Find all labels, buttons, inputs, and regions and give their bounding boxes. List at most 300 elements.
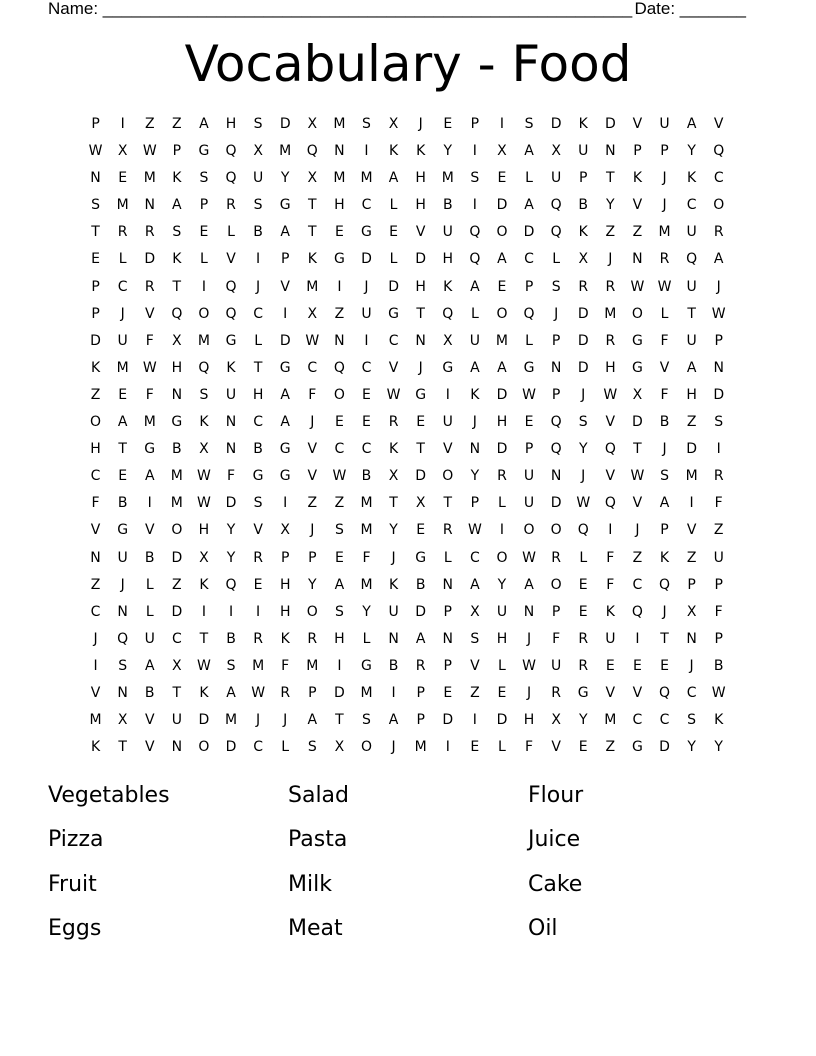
- grid-letter: N: [469, 441, 481, 458]
- grid-letter: Y: [389, 522, 398, 539]
- grid-letter: O: [496, 305, 508, 322]
- grid-letter: J: [581, 386, 586, 403]
- grid-letter: A: [280, 224, 290, 241]
- grid-letter: X: [199, 441, 209, 458]
- grid-letter: A: [686, 116, 697, 132]
- grid-letter: N: [225, 414, 237, 431]
- grid-letter: L: [200, 251, 208, 268]
- grid-letter: R: [226, 197, 236, 214]
- grid-letter: G: [631, 359, 643, 376]
- grid-letter: Y: [308, 576, 317, 593]
- grid-letter: R: [388, 414, 399, 431]
- grid-letter: D: [659, 739, 670, 756]
- grid-letter: P: [91, 278, 100, 295]
- grid-letter: Q: [225, 305, 237, 322]
- grid-letter: J: [256, 278, 261, 295]
- grid-letter: U: [551, 657, 562, 674]
- grid-letter: L: [525, 332, 533, 349]
- grid-letter: R: [578, 630, 589, 647]
- grid-letter: P: [714, 332, 723, 349]
- grid-letter: C: [253, 305, 263, 322]
- grid-letter: G: [415, 386, 427, 403]
- grid-letter: G: [144, 441, 156, 458]
- grid-letter: Y: [578, 441, 588, 458]
- grid-letter: M: [170, 495, 183, 512]
- grid-letter: E: [334, 414, 344, 431]
- grid-letter: U: [551, 170, 562, 187]
- grid-letter: V: [144, 522, 155, 539]
- grid-letter: T: [172, 684, 182, 701]
- grid-letter: B: [442, 197, 453, 214]
- grid-letter: E: [389, 224, 398, 241]
- grid-letter: W: [88, 143, 103, 160]
- grid-letter: S: [578, 414, 588, 431]
- grid-letter: H: [279, 603, 291, 620]
- grid-letter: X: [578, 251, 589, 268]
- grid-letter: R: [253, 630, 263, 647]
- grid-letter: G: [361, 657, 372, 674]
- grid-letter: D: [171, 603, 183, 620]
- grid-letter: D: [171, 549, 183, 566]
- grid-letter: T: [633, 441, 642, 458]
- grid-letter: Q: [198, 359, 210, 376]
- grid-letter: O: [523, 522, 535, 539]
- grid-letter: I: [445, 739, 450, 756]
- grid-letter: Z: [686, 414, 697, 431]
- grid-letter: Y: [280, 170, 290, 187]
- grid-letter: J: [310, 414, 315, 431]
- grid-letter: X: [415, 495, 426, 512]
- grid-letter: N: [334, 332, 345, 349]
- grid-letter: I: [445, 386, 450, 403]
- grid-letter: I: [391, 684, 396, 701]
- grid-letter: L: [443, 549, 452, 566]
- grid-letter: X: [172, 332, 182, 349]
- grid-letter: K: [90, 739, 101, 756]
- grid-letter: I: [364, 332, 369, 349]
- grid-letter: D: [577, 359, 589, 376]
- grid-letter: P: [687, 576, 696, 593]
- grid-letter: W: [142, 143, 157, 160]
- grid-letter: V: [713, 116, 724, 132]
- grid-letter: T: [308, 197, 317, 214]
- grid-letter: L: [552, 251, 561, 268]
- grid-letter: B: [253, 441, 263, 458]
- grid-letter: R: [551, 684, 561, 701]
- grid-letter: Z: [632, 224, 643, 241]
- grid-letter: O: [496, 224, 508, 241]
- word-list: [48, 776, 768, 953]
- grid-letter: V: [90, 684, 101, 701]
- grid-letter: M: [414, 739, 427, 756]
- grid-letter: Y: [226, 549, 236, 566]
- grid-letter: P: [91, 305, 100, 322]
- grid-letter: N: [225, 441, 237, 458]
- grid-letter: L: [254, 332, 263, 349]
- grid-letter: E: [253, 576, 263, 593]
- grid-letter: U: [171, 712, 182, 729]
- grid-letter: J: [526, 630, 532, 647]
- grid-letter: H: [334, 197, 345, 214]
- name-field[interactable]: Name: ________________________________________________________: [48, 0, 633, 18]
- grid-letter: F: [91, 495, 100, 512]
- grid-letter: Q: [604, 441, 616, 458]
- word-list-item: Eggs: [48, 915, 102, 941]
- grid-letter: Q: [550, 224, 562, 241]
- grid-letter: A: [713, 251, 724, 268]
- grid-letter: W: [630, 468, 645, 485]
- grid-letter: F: [660, 332, 669, 349]
- grid-letter: D: [279, 332, 291, 349]
- grid-letter: V: [605, 684, 616, 701]
- grid-letter: B: [253, 224, 263, 241]
- grid-letter: S: [362, 116, 371, 132]
- grid-letter: J: [364, 278, 369, 295]
- grid-letter: Z: [713, 522, 724, 539]
- grid-letter: G: [279, 441, 291, 458]
- grid-letter: Q: [577, 522, 589, 539]
- grid-letter: C: [686, 197, 697, 214]
- grid-letter: C: [713, 170, 724, 187]
- grid-letter: M: [360, 576, 373, 593]
- grid-letter: G: [171, 414, 183, 431]
- grid-letter: X: [307, 170, 318, 187]
- word-list-item: Oil: [528, 915, 558, 941]
- grid-letter: Z: [90, 386, 101, 403]
- grid-letter: S: [307, 739, 317, 756]
- grid-letter: L: [470, 305, 479, 322]
- grid-letter: S: [714, 414, 724, 431]
- grid-letter: A: [686, 359, 697, 376]
- grid-letter: I: [499, 116, 505, 132]
- grid-letter: Z: [144, 116, 155, 132]
- grid-letter: I: [608, 522, 613, 539]
- grid-letter: W: [576, 495, 591, 512]
- grid-letter: V: [470, 657, 480, 674]
- grid-letter: V: [686, 522, 697, 539]
- grid-letter: U: [361, 305, 372, 322]
- grid-letter: T: [335, 712, 344, 729]
- grid-letter: T: [91, 224, 100, 241]
- grid-letter: D: [523, 224, 535, 241]
- grid-letter: B: [361, 468, 372, 485]
- grid-letter: M: [306, 657, 319, 674]
- grid-letter: S: [551, 278, 561, 295]
- grid-letter: S: [199, 386, 209, 403]
- grid-letter: W: [711, 305, 726, 322]
- grid-letter: D: [415, 251, 427, 268]
- grid-letter: Q: [225, 143, 237, 160]
- grid-letter: I: [120, 116, 125, 132]
- grid-letter: C: [117, 278, 128, 295]
- grid-letter: O: [306, 603, 318, 620]
- grid-letter: D: [550, 116, 562, 132]
- grid-letter: T: [172, 278, 182, 295]
- grid-letter: O: [631, 305, 643, 322]
- grid-letter: E: [497, 684, 507, 701]
- grid-letter: D: [279, 116, 291, 132]
- grid-letter: P: [633, 143, 642, 160]
- grid-letter: X: [497, 143, 507, 160]
- grid-letter: N: [144, 197, 155, 214]
- word-list-item: Cake: [528, 871, 583, 897]
- grid-letter: B: [226, 630, 236, 647]
- word-list-item: Flour: [528, 783, 584, 808]
- grid-letter: K: [388, 441, 399, 458]
- grid-letter: T: [308, 224, 317, 241]
- grid-letter: A: [524, 197, 534, 214]
- grid-letter: C: [632, 712, 643, 729]
- grid-letter: E: [416, 414, 426, 431]
- grid-letter: T: [199, 630, 209, 647]
- grid-letter: N: [388, 630, 399, 647]
- grid-letter: S: [334, 522, 344, 539]
- grid-letter: A: [470, 278, 480, 295]
- grid-letter: R: [551, 549, 561, 566]
- grid-letter: K: [605, 603, 615, 620]
- grid-letter: N: [117, 603, 128, 620]
- grid-letter: V: [632, 116, 643, 132]
- grid-letter: G: [523, 359, 535, 376]
- grid-letter: X: [470, 603, 480, 620]
- grid-letter: Q: [713, 143, 725, 160]
- grid-letter: G: [631, 332, 643, 349]
- grid-letter: R: [280, 684, 291, 701]
- grid-letter: I: [472, 197, 477, 214]
- grid-letter: J: [418, 359, 423, 376]
- grid-letter: J: [554, 305, 559, 322]
- grid-letter: W: [197, 657, 211, 674]
- grid-letter: Z: [470, 684, 480, 701]
- grid-letter: Z: [632, 549, 643, 566]
- grid-letter: L: [389, 251, 398, 268]
- grid-letter: J: [608, 251, 613, 268]
- grid-letter: B: [144, 684, 155, 701]
- grid-letter: J: [472, 414, 477, 431]
- grid-letter: N: [686, 630, 697, 647]
- grid-letter: P: [579, 170, 588, 187]
- grid-letter: N: [550, 468, 562, 485]
- grid-letter: Z: [172, 576, 182, 593]
- grid-letter: R: [497, 468, 507, 485]
- grid-letter: L: [145, 576, 154, 593]
- grid-letter: J: [662, 197, 667, 214]
- grid-letter: G: [225, 332, 237, 349]
- grid-letter: K: [632, 170, 643, 187]
- grid-letter: P: [416, 712, 425, 729]
- grid-letter: G: [198, 143, 210, 160]
- grid-letter: M: [279, 143, 292, 160]
- grid-letter: J: [662, 170, 667, 187]
- grid-letter: M: [360, 170, 373, 187]
- grid-letter: C: [307, 359, 318, 376]
- grid-letter: I: [201, 278, 206, 295]
- grid-letter: W: [467, 522, 482, 539]
- grid-letter: B: [172, 441, 182, 458]
- grid-letter: E: [497, 170, 507, 187]
- grid-letter: J: [93, 630, 98, 647]
- grid-letter: F: [308, 386, 317, 403]
- grid-letter: A: [226, 684, 236, 701]
- grid-letter: A: [497, 251, 507, 268]
- grid-letter: J: [635, 522, 640, 539]
- grid-letter: O: [550, 576, 562, 593]
- grid-letter: Y: [687, 143, 696, 160]
- grid-letter: K: [578, 224, 588, 241]
- grid-letter: I: [499, 522, 505, 539]
- grid-letter: J: [391, 739, 396, 756]
- grid-letter: V: [605, 414, 616, 431]
- grid-letter: L: [660, 305, 669, 322]
- grid-letter: W: [522, 386, 536, 403]
- grid-letter: E: [470, 739, 480, 756]
- grid-letter: M: [143, 170, 156, 187]
- grid-letter: S: [470, 170, 480, 187]
- grid-letter: U: [469, 332, 480, 349]
- grid-letter: B: [415, 576, 426, 593]
- grid-letter: W: [332, 468, 347, 485]
- grid-letter: U: [686, 224, 697, 241]
- grid-letter: I: [283, 305, 288, 322]
- grid-letter: J: [256, 712, 261, 729]
- grid-letter: D: [713, 386, 725, 403]
- grid-letter: W: [522, 657, 536, 674]
- grid-letter: C: [524, 251, 534, 268]
- grid-letter: S: [118, 657, 128, 674]
- grid-letter: D: [225, 739, 237, 756]
- grid-letter: M: [252, 657, 265, 674]
- grid-letter: L: [498, 495, 506, 512]
- grid-letter: I: [201, 603, 206, 620]
- grid-letter: E: [578, 576, 588, 593]
- grid-letter: M: [685, 468, 698, 485]
- grid-letter: V: [442, 441, 453, 458]
- grid-letter: Z: [334, 305, 345, 322]
- grid-letter: F: [552, 630, 561, 647]
- grid-letter: V: [415, 224, 426, 241]
- grid-letter: E: [416, 522, 426, 539]
- word-list-item: Fruit: [48, 871, 97, 897]
- grid-letter: A: [280, 386, 290, 403]
- grid-letter: F: [660, 386, 669, 403]
- grid-letter: R: [144, 278, 155, 295]
- grid-letter: H: [686, 386, 697, 403]
- grid-letter: U: [659, 116, 670, 132]
- grid-letter: A: [415, 630, 426, 647]
- grid-letter: T: [443, 495, 453, 512]
- grid-letter: R: [713, 224, 724, 241]
- grid-letter: N: [415, 332, 426, 349]
- grid-letter: E: [362, 386, 371, 403]
- grid-letter: G: [577, 684, 589, 701]
- grid-letter: Y: [606, 197, 615, 214]
- grid-letter: I: [716, 441, 721, 458]
- grid-letter: T: [660, 630, 669, 647]
- grid-letter: E: [362, 414, 371, 431]
- grid-letter: H: [171, 359, 183, 376]
- grid-letter: M: [306, 278, 319, 295]
- grid-letter: E: [91, 251, 100, 268]
- grid-letter: W: [142, 359, 157, 376]
- grid-letter: J: [662, 441, 667, 458]
- grid-letter: Q: [469, 251, 481, 268]
- grid-letter: F: [145, 332, 154, 349]
- grid-letter: V: [280, 278, 290, 295]
- grid-letter: B: [388, 657, 399, 674]
- grid-letter: Q: [225, 170, 237, 187]
- grid-letter: S: [470, 630, 480, 647]
- grid-letter: U: [252, 170, 264, 187]
- grid-letter: G: [333, 251, 345, 268]
- page-title: Vocabulary - Food: [184, 35, 632, 93]
- grid-letter: J: [716, 278, 721, 295]
- grid-letter: S: [687, 712, 697, 729]
- grid-letter: W: [630, 278, 645, 295]
- grid-letter: F: [362, 549, 371, 566]
- grid-letter: K: [443, 278, 453, 295]
- grid-letter: J: [418, 116, 423, 132]
- grid-letter: X: [307, 305, 318, 322]
- grid-letter: C: [361, 359, 372, 376]
- grid-letter: H: [496, 414, 508, 431]
- grid-letter: I: [228, 603, 234, 620]
- grid-letter: K: [416, 143, 426, 160]
- grid-letter: Q: [631, 603, 643, 620]
- grid-letter: E: [443, 116, 453, 132]
- grid-letter: M: [495, 332, 508, 349]
- date-field[interactable]: Date: _______: [634, 0, 746, 18]
- grid-letter: P: [551, 332, 561, 349]
- grid-letter: J: [391, 549, 396, 566]
- grid-letter: F: [606, 576, 615, 593]
- grid-letter: L: [118, 251, 127, 268]
- grid-letter: L: [579, 549, 588, 566]
- grid-letter: O: [360, 739, 372, 756]
- grid-letter: P: [172, 143, 182, 160]
- grid-letter: M: [116, 197, 129, 214]
- grid-letter: S: [253, 495, 263, 512]
- grid-letter: F: [145, 386, 154, 403]
- grid-letter: D: [496, 197, 508, 214]
- grid-letter: M: [170, 468, 183, 485]
- grid-letter: S: [253, 197, 263, 214]
- word-list-item: Pizza: [48, 827, 104, 853]
- grid-letter: H: [442, 251, 454, 268]
- grid-letter: C: [90, 468, 101, 485]
- grid-letter: R: [605, 278, 616, 295]
- grid-letter: S: [91, 197, 100, 214]
- grid-letter: A: [280, 414, 290, 431]
- grid-letter: A: [470, 359, 480, 376]
- grid-letter: J: [689, 657, 694, 674]
- grid-letter: B: [117, 495, 128, 512]
- grid-letter: O: [496, 549, 508, 566]
- grid-letter: K: [578, 116, 588, 132]
- grid-letter: V: [144, 305, 155, 322]
- grid-letter: M: [197, 332, 210, 349]
- grid-letter: D: [144, 251, 156, 268]
- grid-letter: C: [469, 549, 480, 566]
- grid-letter: P: [443, 603, 452, 620]
- grid-letter: A: [524, 143, 534, 160]
- grid-letter: E: [118, 468, 128, 485]
- grid-letter: P: [280, 251, 290, 268]
- grid-letter: I: [472, 712, 477, 729]
- grid-letter: A: [334, 576, 345, 593]
- grid-letter: X: [117, 712, 128, 729]
- grid-letter: Q: [659, 684, 671, 701]
- grid-letter: Y: [226, 522, 236, 539]
